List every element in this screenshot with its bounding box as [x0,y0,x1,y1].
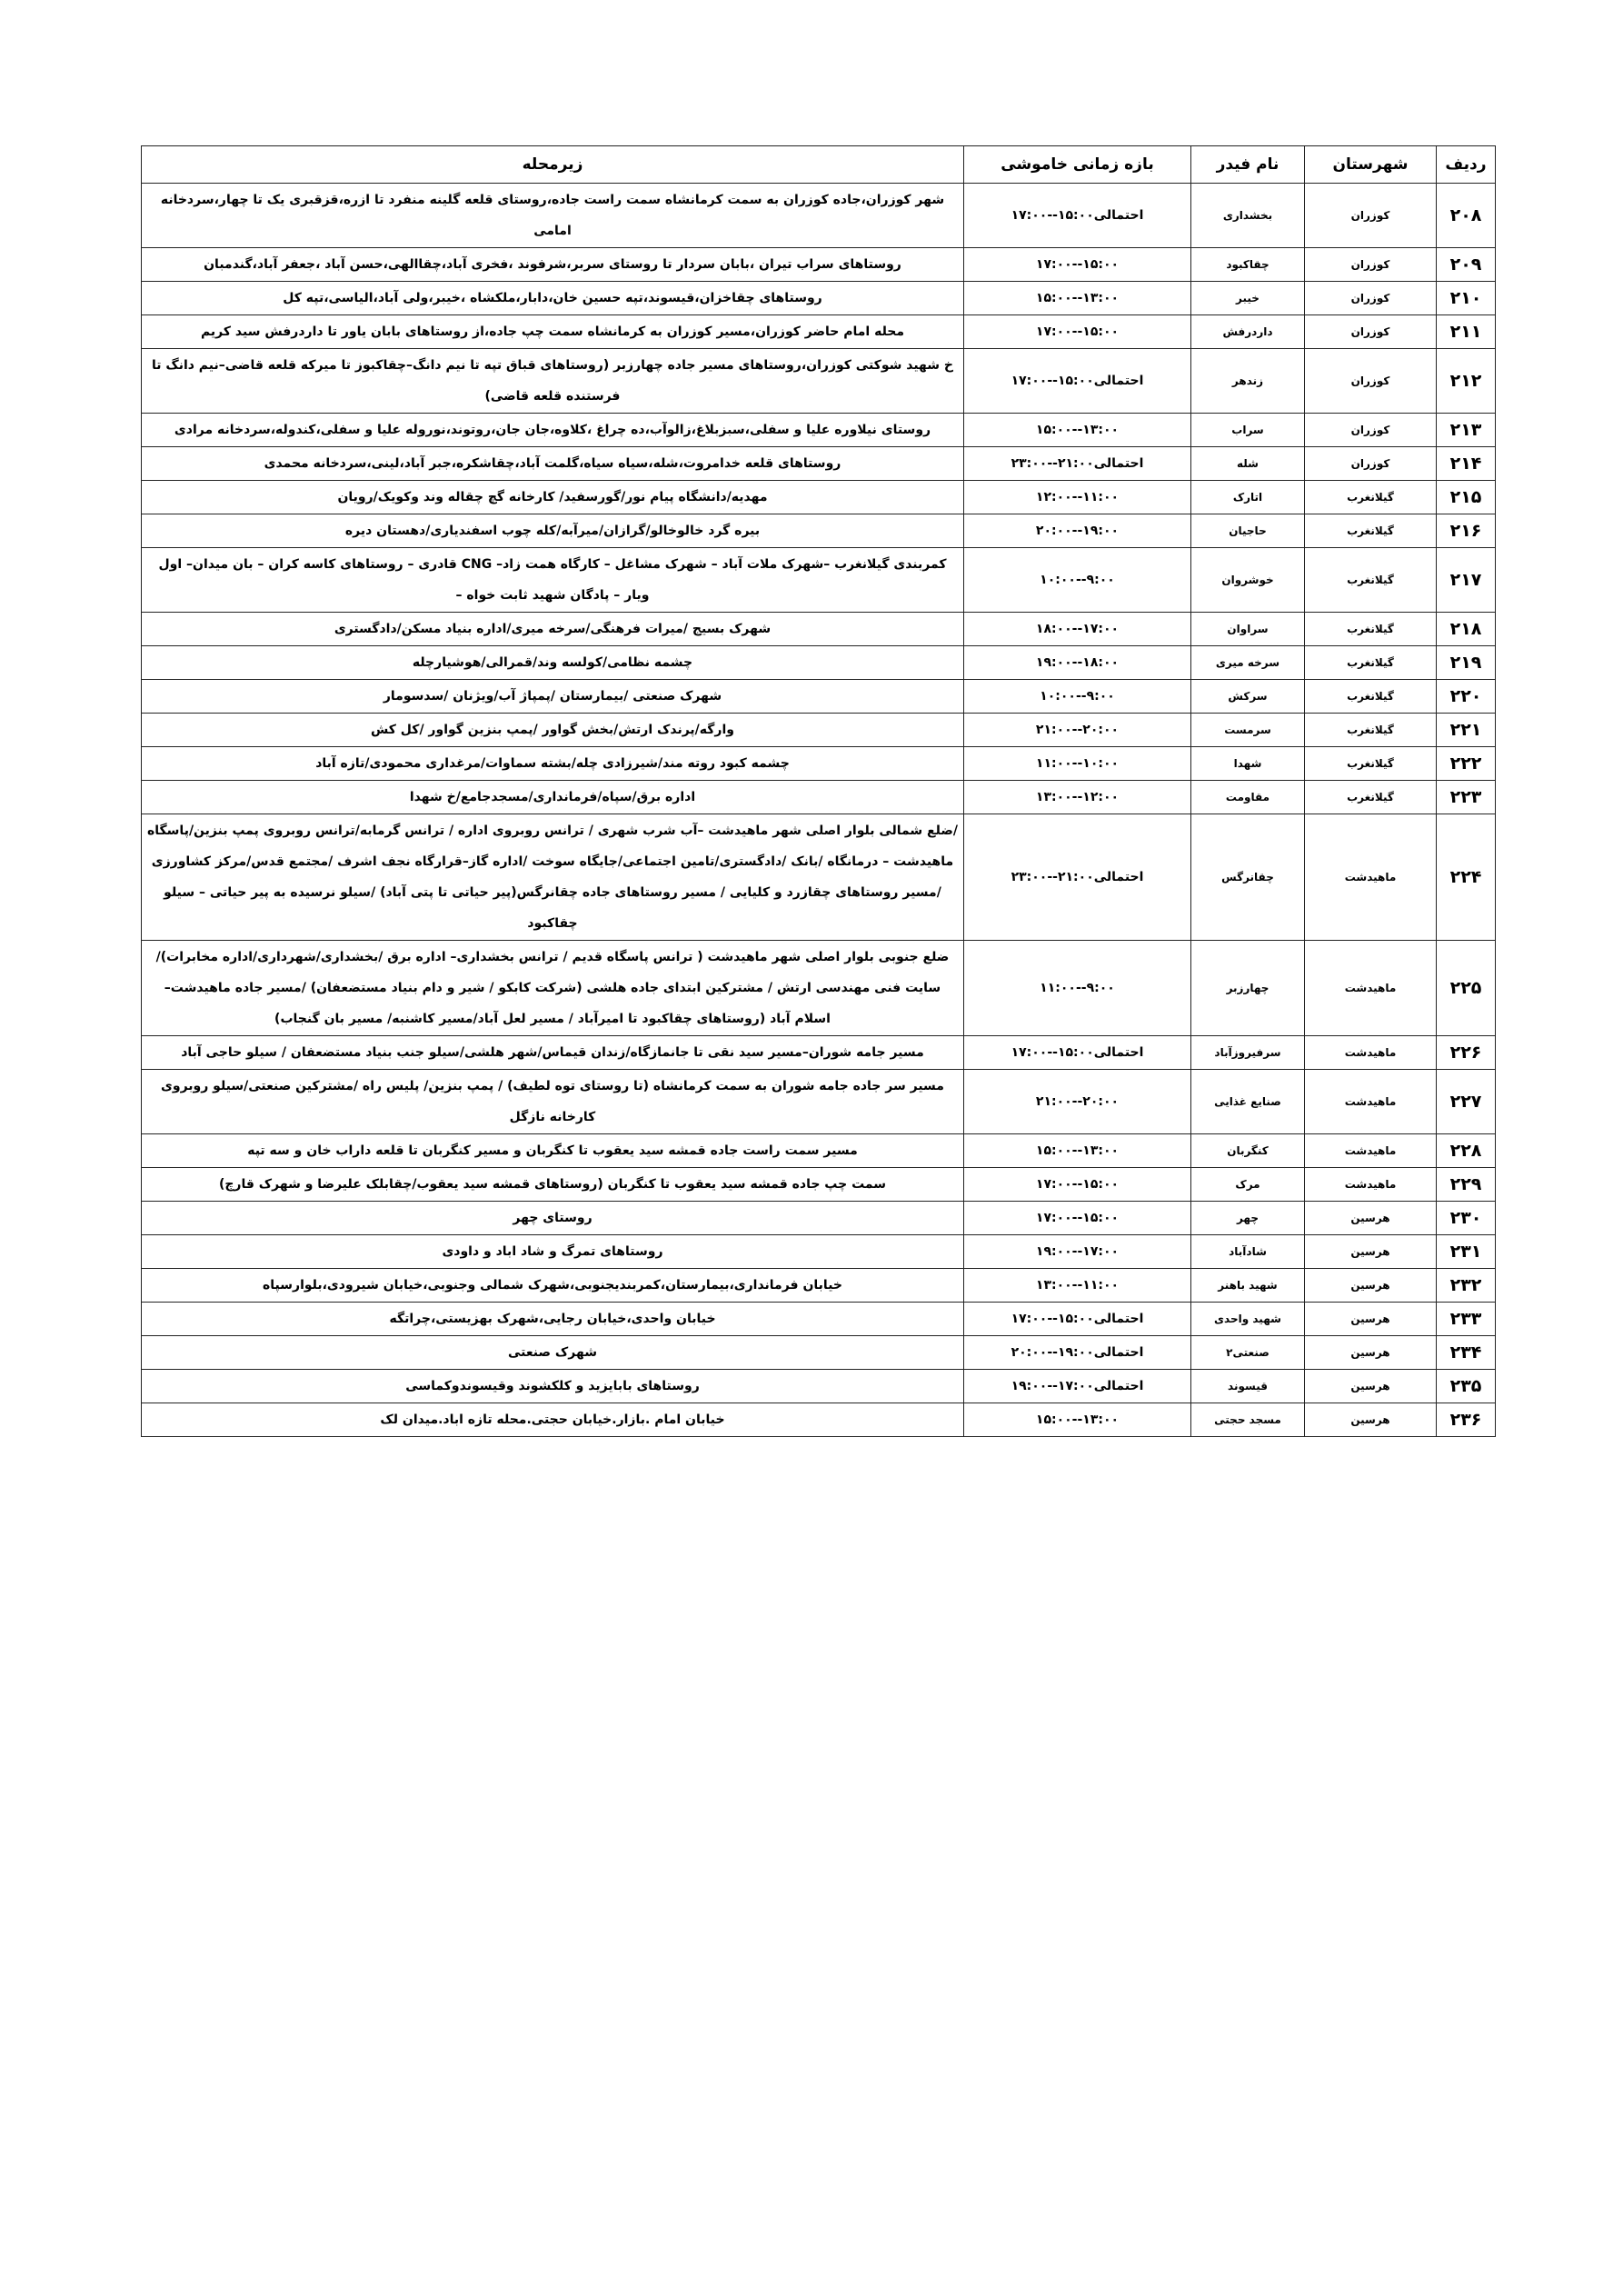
row-number: ۲۰۸ [1437,184,1496,248]
city-cell: کوزران [1305,414,1437,447]
outage-time-window: ۲۱:۰۰--۲۰:۰۰ [964,714,1191,747]
table-row [142,184,1496,248]
feeder-name: سرخه میری [1191,646,1305,680]
city-cell: کوزران [1305,248,1437,282]
outage-time-window: ۲۰:۰۰--۱۹:۰۰احتمالی [964,1336,1191,1370]
row-number: ۲۱۴ [1437,447,1496,481]
subarea-description: خیابان امام .بازار.خیابان حجتی.محله تازه اباد.میدان لک [142,1403,964,1437]
city-cell: گیلانغرب [1305,548,1437,613]
row-number: ۲۲۴ [1437,814,1496,941]
city-cell: گیلانغرب [1305,747,1437,781]
row-number: ۲۲۹ [1437,1168,1496,1202]
table-row [142,1070,1496,1134]
feeder-name: شادآباد [1191,1235,1305,1269]
subarea-description: ضلع جنوبی بلوار اصلی شهر ماهیدشت ( ترانس پاسگاه قدیم / ترانس بخشداری– اداره برق /بخشداری/شهرداری/اداره مخابرات)/سایت فنی مهندسی ارتش / مشترکین ابتدای جاده هلشی (شرکت کابکو / شیر و دام بنیاد مستضعفان) /مسیر جاده ماهیدشت–اسلام آباد (روستاهای چقاکبود تا امیرآباد / مسیر لعل آباد/مسیر کاشنبه/ مسیر بان گنجاب) [142,941,964,1036]
subarea-description: اداره برق/سپاه/فرمانداری/مسجدجامع/خ شهدا [142,781,964,814]
outage-time-window: ۱۸:۰۰--۱۷:۰۰ [964,613,1191,646]
table-row [142,1202,1496,1235]
city-cell: هرسین [1305,1235,1437,1269]
outage-time-window: ۱۹:۰۰--۱۷:۰۰ [964,1235,1191,1269]
subarea-description: شهرک بسیج /میرات فرهنگی/سرخه میری/اداره بنیاد مسکن/دادگستری [142,613,964,646]
table-header-row [142,146,1496,184]
city-cell: گیلانغرب [1305,781,1437,814]
outage-time-window: ۱۱:۰۰--۹:۰۰ [964,941,1191,1036]
row-number: ۲۱۶ [1437,514,1496,548]
subarea-description: شهرک صنعتی /بیمارستان /پمپاژ آب/ویژنان /سدسومار [142,680,964,714]
feeder-name: شهدا [1191,747,1305,781]
city-cell: کوزران [1305,184,1437,248]
feeder-name: مقاومت [1191,781,1305,814]
table-row [142,680,1496,714]
city-cell: کوزران [1305,315,1437,349]
city-cell: ماهیدشت [1305,1134,1437,1168]
city-cell: هرسین [1305,1303,1437,1336]
subarea-description: مسیر جامه شوران–مسیر سید نقی تا جانمازگاه/زندان قیماس/شهر هلشی/سیلو جنب بنیاد مستضعفان / سیلو حاجی آباد [142,1036,964,1070]
table-row [142,646,1496,680]
table-row [142,714,1496,747]
feeder-name: بخشداری [1191,184,1305,248]
feeder-name: چهارزبر [1191,941,1305,1036]
subarea-description: چشمه نظامی/کولسه وند/قمرالی/هوشیارچله [142,646,964,680]
outage-time-window: ۱۵:۰۰--۱۳:۰۰ [964,414,1191,447]
outage-time-window: ۲۱:۰۰--۲۰:۰۰ [964,1070,1191,1134]
table-row [142,481,1496,514]
subarea-description: چشمه کبود روته مند/شیرزادی چله/بشته سماوات/مرغداری محمودی/تازه آباد [142,747,964,781]
subarea-description: محله امام حاضر کوزران،مسیر کوزران به کرمانشاه سمت چپ جاده،از روستاهای بابان یاور تا داردرفش سید کریم [142,315,964,349]
feeder-name: سرکش [1191,680,1305,714]
outage-time-window: ۱۷:۰۰--۱۵:۰۰ [964,1202,1191,1235]
row-number: ۲۱۵ [1437,481,1496,514]
table-row [142,548,1496,613]
city-cell: کوزران [1305,349,1437,414]
outage-time-window: ۱۳:۰۰--۱۱:۰۰ [964,1269,1191,1303]
row-number: ۲۲۱ [1437,714,1496,747]
row-number: ۲۳۰ [1437,1202,1496,1235]
feeder-name: سراوان [1191,613,1305,646]
subarea-description: وارگه/پرندک ارتش/بخش گواور /پمپ بنزین گواور /کل کش [142,714,964,747]
table-row [142,1303,1496,1336]
feeder-name: خیبر [1191,282,1305,315]
row-number: ۲۲۶ [1437,1036,1496,1070]
outage-time-window: ۱۷:۰۰--۱۵:۰۰ [964,1168,1191,1202]
feeder-name: صنعتی۲ [1191,1336,1305,1370]
subarea-description: روستاهای چقاخزان،قیسوند،تپه حسین خان،دابار،ملکشاه ،خیبر،ولی آباد،الیاسی،تپه کل [142,282,964,315]
outage-time-window: ۲۰:۰۰--۱۹:۰۰ [964,514,1191,548]
subarea-description: روستای نیلاوره علیا و سفلی،سبزبلاغ،زالوآب،ده چراغ ،کلاوه،جان جان،روتوند،نوروله علیا و سفلی،کندوله،سردخانه مرادی [142,414,964,447]
subarea-description: شهرک صنعتی [142,1336,964,1370]
subarea-description: کمربندی گیلانغرب –شهرک ملات آباد – شهرک مشاغل – کارگاه همت زاد– CNG قادری – روستاهای کاسه کران – بان میدان– اول ویار – پادگان شهید ثابت خواه – [142,548,964,613]
feeder-name: شله [1191,447,1305,481]
row-number: ۲۲۲ [1437,747,1496,781]
outage-time-window: ۱۱:۰۰--۱۰:۰۰ [964,747,1191,781]
subarea-description: مسیر سمت راست جاده قمشه سید یعقوب تا کنگربان و مسیر کنگربان تا قلعه داراب خان و سه تپه [142,1134,964,1168]
table-row [142,1336,1496,1370]
table-row [142,349,1496,414]
outage-time-window: ۱۷:۰۰--۱۵:۰۰ [964,248,1191,282]
row-number: ۲۱۸ [1437,613,1496,646]
table-row [142,941,1496,1036]
row-number: ۲۲۳ [1437,781,1496,814]
outage-time-window: ۱۷:۰۰--۱۵:۰۰احتمالی [964,349,1191,414]
subarea-description: خیابان فرمانداری،بیمارستان،کمربندیجنوبی،شهرک شمالی وجنوبی،خیابان شیرودی،بلوارسپاه [142,1269,964,1303]
table-row [142,747,1496,781]
city-cell: ماهیدشت [1305,941,1437,1036]
city-cell: هرسین [1305,1202,1437,1235]
subarea-description: روستاهای قلعه خدامروت،شله،سیاه سیاه،گلمت آباد،چقاشکره،جبر آباد،لینی،سردخانه محمدی [142,447,964,481]
header-city: شهرستان [1305,146,1437,184]
table-row [142,781,1496,814]
table-row [142,1168,1496,1202]
subarea-description: روستاهای تمرگ و شاد اباد و داودی [142,1235,964,1269]
header-time-window: بازه زمانی خاموشی [964,146,1191,184]
table-row [142,1036,1496,1070]
subarea-description: روستاهای سراب تیران ،بابان سردار تا روستای سربر،شرفوند ،فخری آباد،چقاالهی،حسن آباد ،جعفر آباد،گندمبان [142,248,964,282]
table-row [142,814,1496,941]
outage-time-window: ۱۷:۰۰--۱۵:۰۰احتمالی [964,1303,1191,1336]
feeder-name: شهید واحدی [1191,1303,1305,1336]
subarea-description: مسیر سر جاده جامه شوران به سمت کرمانشاه (تا روستای توه لطیف) / پمپ بنزین/ پلیس راه /مشترکین صنعتی/سیلو روبروی کارخانه نازگل [142,1070,964,1134]
feeder-name: سرفیروزآباد [1191,1036,1305,1070]
table-row [142,1403,1496,1437]
feeder-name: صنایع غذایی [1191,1070,1305,1134]
feeder-name: مسجد حجتی [1191,1403,1305,1437]
table-row [142,282,1496,315]
outage-time-window: ۱۵:۰۰--۱۳:۰۰ [964,1134,1191,1168]
outage-time-window: ۱۰:۰۰--۹:۰۰ [964,548,1191,613]
table-row [142,1269,1496,1303]
feeder-name: چقانرگس [1191,814,1305,941]
outage-time-window: ۱۰:۰۰--۹:۰۰ [964,680,1191,714]
city-cell: ماهیدشت [1305,1070,1437,1134]
feeder-name: داردرفش [1191,315,1305,349]
outage-time-window: ۱۷:۰۰--۱۵:۰۰احتمالی [964,1036,1191,1070]
table-row [142,1134,1496,1168]
feeder-name: قیسوند [1191,1370,1305,1403]
city-cell: کوزران [1305,282,1437,315]
row-number: ۲۳۵ [1437,1370,1496,1403]
subarea-description: روستای چهر [142,1202,964,1235]
row-number: ۲۱۳ [1437,414,1496,447]
feeder-name: چهر [1191,1202,1305,1235]
table-row [142,1370,1496,1403]
city-cell: هرسین [1305,1269,1437,1303]
city-cell: گیلانغرب [1305,714,1437,747]
table-row [142,1235,1496,1269]
row-number: ۲۳۳ [1437,1303,1496,1336]
feeder-name: زندهر [1191,349,1305,414]
header-row-number: ردیف [1437,146,1496,184]
subarea-description: مهدیه/دانشگاه پیام نور/گورسفید/ کارخانه گچ چقاله وند وکویک/رویان [142,481,964,514]
table-body [142,184,1496,1437]
row-number: ۲۲۷ [1437,1070,1496,1134]
table-row [142,613,1496,646]
city-cell: هرسین [1305,1370,1437,1403]
outage-time-window: ۱۵:۰۰--۱۳:۰۰ [964,1403,1191,1437]
outage-time-window: ۱۹:۰۰--۱۸:۰۰ [964,646,1191,680]
subarea-description: بیره گرد خالوخالو/گرازان/میرآبه/کله چوب اسفندیاری/دهستان دیره [142,514,964,548]
outage-time-window: ۲۳:۰۰--۲۱:۰۰احتمالی [964,814,1191,941]
subarea-description: سمت چپ جاده قمشه سید یعقوب تا کنگربان (روستاهای قمشه سید یعقوب/چقابلک علیرضا و شهرک قارچ) [142,1168,964,1202]
row-number: ۲۲۰ [1437,680,1496,714]
header-subarea: زیرمحله [142,146,964,184]
outage-time-window: ۱۷:۰۰--۱۵:۰۰ [964,315,1191,349]
row-number: ۲۱۷ [1437,548,1496,613]
outage-schedule-table [141,145,1496,1437]
outage-time-window: ۲۳:۰۰--۲۱:۰۰احتمالی [964,447,1191,481]
outage-time-window: ۱۵:۰۰--۱۳:۰۰ [964,282,1191,315]
feeder-name: سراب [1191,414,1305,447]
row-number: ۲۱۱ [1437,315,1496,349]
feeder-name: شهید باهنر [1191,1269,1305,1303]
feeder-name: اتارک [1191,481,1305,514]
city-cell: گیلانغرب [1305,481,1437,514]
header-feeder: نام فیدر [1191,146,1305,184]
city-cell: گیلانغرب [1305,613,1437,646]
city-cell: ماهیدشت [1305,814,1437,941]
table-row [142,514,1496,548]
feeder-name: حاجیان [1191,514,1305,548]
city-cell: هرسین [1305,1403,1437,1437]
table-row [142,447,1496,481]
table-row [142,248,1496,282]
subarea-description: روستاهای بابایزید و کلکشوند وقیسوندوکماسی [142,1370,964,1403]
outage-time-window: ۱۷:۰۰--۱۵:۰۰احتمالی [964,184,1191,248]
outage-time-window: ۱۳:۰۰--۱۲:۰۰ [964,781,1191,814]
city-cell: ماهیدشت [1305,1168,1437,1202]
row-number: ۲۳۲ [1437,1269,1496,1303]
subarea-description: شهر کوزران،جاده کوزران به سمت کرمانشاه سمت راست جاده،روستای قلعه گلینه منفرد تا ازره،قزقبری یک تا چهار،سردخانه امامی [142,184,964,248]
subarea-description: خیابان واحدی،خیابان رجایی،شهرک بهزیستی،چراتگه [142,1303,964,1336]
outage-time-window: ۱۹:۰۰--۱۷:۰۰احتمالی [964,1370,1191,1403]
row-number: ۲۳۴ [1437,1336,1496,1370]
feeder-name: کنگربان [1191,1134,1305,1168]
row-number: ۲۱۲ [1437,349,1496,414]
feeder-name: سرمست [1191,714,1305,747]
city-cell: گیلانغرب [1305,680,1437,714]
feeder-name: خوشروان [1191,548,1305,613]
table-row [142,315,1496,349]
row-number: ۲۲۵ [1437,941,1496,1036]
city-cell: ماهیدشت [1305,1036,1437,1070]
feeder-name: چقاکبود [1191,248,1305,282]
row-number: ۲۱۹ [1437,646,1496,680]
row-number: ۲۲۸ [1437,1134,1496,1168]
city-cell: گیلانغرب [1305,514,1437,548]
row-number: ۲۰۹ [1437,248,1496,282]
row-number: ۲۳۱ [1437,1235,1496,1269]
subarea-description: خ شهید شوکتی کوزران،روستاهای مسیر جاده چهارزبر (روستاهای قباق تپه تا نیم دانگ–چقاکبوز تا میرکه قلعه قاضی–نیم دانگ تا فرستنده قلعه قاضی) [142,349,964,414]
feeder-name: مرک [1191,1168,1305,1202]
subarea-description: /ضلع شمالی بلوار اصلی شهر ماهیدشت –آب شرب شهری / ترانس روبروی اداره / ترانس گرمابه/ترانس روبروی پمپ بنزین/پاسگاه ماهیدشت – درمانگاه /بانک /دادگستری/تامین اجتماعی/جایگاه سوخت /اداره گاز–قرارگاه نجف اشرف /مجتمع قدس/مرکز کشاورزی /مسیر روستاهای چقازرد و کلیایی / مسیر روستاهای جاده چقانرگس(پیر حیاتی تا پتی آباد) /سیلو نرسیده به پیر حیاتی – سیلو چقاکبود [142,814,964,941]
city-cell: کوزران [1305,447,1437,481]
row-number: ۲۱۰ [1437,282,1496,315]
outage-time-window: ۱۲:۰۰--۱۱:۰۰ [964,481,1191,514]
row-number: ۲۳۶ [1437,1403,1496,1437]
city-cell: هرسین [1305,1336,1437,1370]
table-row [142,414,1496,447]
city-cell: گیلانغرب [1305,646,1437,680]
